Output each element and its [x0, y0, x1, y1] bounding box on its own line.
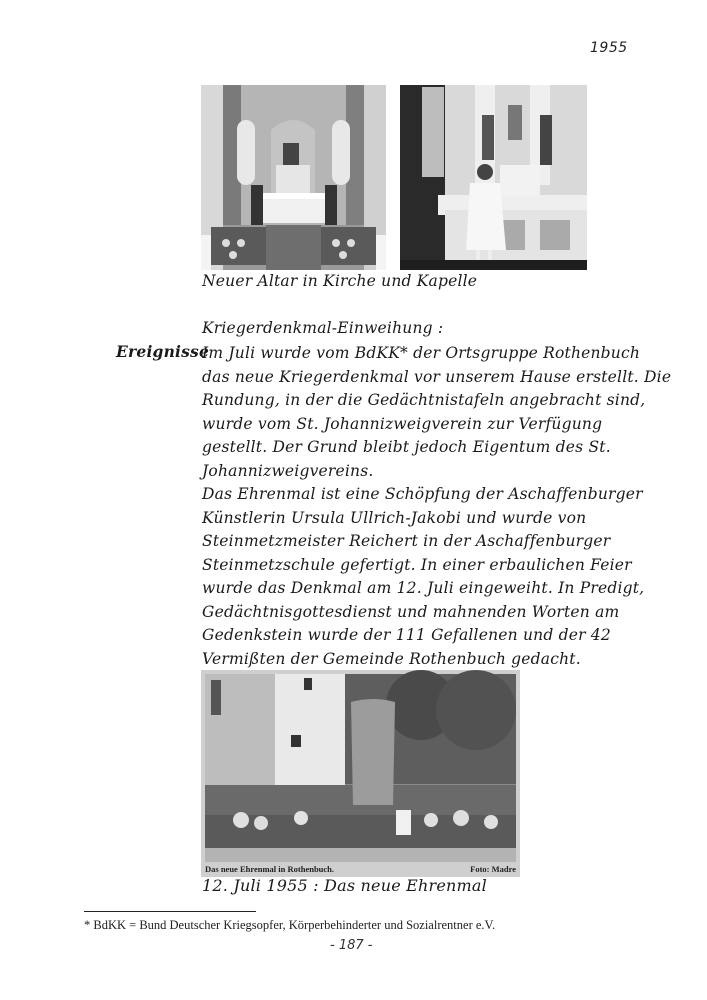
text-line: Vermißten der Gemeinde Rothenbuch gedacht.: [202, 649, 581, 668]
church-altar-photo: [201, 85, 386, 270]
footnote-divider: [84, 911, 256, 912]
text-line: Rundung, in der die Gedächtnistafeln angebracht sind,: [202, 391, 646, 409]
body-text: [202, 342, 672, 671]
photo-caption-memorial: 12. Juli 1955 : Das neue Ehrenmal: [202, 876, 487, 895]
church-interior-image: [201, 85, 386, 270]
text-line: Im Juli wurde vom BdKK* der Ortsgruppe Rothenbuch: [202, 344, 641, 362]
photo-caption-altars: Neuer Altar in Kirche und Kapelle: [202, 272, 478, 290]
text-line: Künstlerin Ursula Ullrich-Jakobi und wurde von: [202, 508, 587, 527]
memorial-printed-caption: Das neue Ehrenmal in Rothenbuch.: [205, 864, 335, 874]
text-line: Steinmetzmeister Reichert in der Aschaffenburger: [202, 532, 611, 550]
text-line: Gedächtnisgottesdienst und mahnenden Worten am: [202, 602, 620, 621]
text-line: Steinmetzschule gefertigt. In einer erbaulichen Feier: [202, 555, 632, 574]
text-line: Johannizweigvereins.: [202, 461, 374, 480]
text-line: wurde vom St. Johannizweigverein zur Verfügung: [202, 414, 603, 433]
chapel-altar-photo: [400, 85, 587, 270]
memorial-photo: [201, 670, 520, 877]
text-line: gestellt. Der Grund bleibt jedoch Eigentum des St.: [202, 438, 611, 456]
text-line: Gedenkstein wurde der 111 Gefallenen und der 42: [202, 626, 611, 644]
section-heading: Kriegerdenkmal-Einweihung :: [202, 319, 444, 337]
page-number: - 187 -: [330, 938, 373, 953]
text-line: Das Ehrenmal ist eine Schöpfung der Aschaffenburger: [202, 485, 643, 503]
memorial-photo-credit: Foto: Madre: [470, 864, 516, 874]
chapel-interior-image: [400, 85, 587, 270]
side-label: Ereignisse: [116, 342, 210, 361]
text-line: das neue Kriegerdenkmal vor unserem Hause erstellt. Die: [202, 367, 672, 386]
war-memorial-image: [201, 670, 520, 877]
year-header: 1955: [590, 40, 628, 56]
footnote: * BdKK = Bund Deutscher Kriegsopfer, Körperbehinderter und Sozialrentner e.V.: [84, 918, 496, 932]
text-line: wurde das Denkmal am 12. Juli eingeweiht. In Predigt,: [202, 579, 645, 597]
